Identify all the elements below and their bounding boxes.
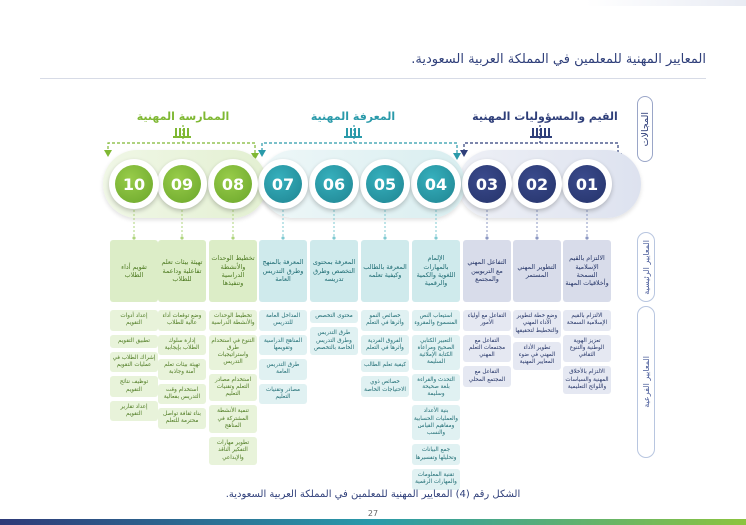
page-title: المعايير المهنية للمعلمين في المملكة العربية السعودية.: [411, 52, 706, 67]
main-standard-box: الالتزام بالقيم الإسلامية السمحة وأخلاقيات المهنة: [563, 240, 611, 302]
sub-standards-column: [110, 310, 158, 425]
standard-number: 10: [115, 165, 153, 203]
standard-number-circle: [208, 159, 258, 209]
main-standards-band-label: المعايير الرئيسية: [641, 239, 651, 295]
main-standard-box: المعرفة بمحتوى التخصص وطرق تدريسه: [310, 240, 358, 302]
sub-standard-box: التفاعل مع أولياء الأمور: [463, 310, 511, 331]
standard-number-circle: [309, 159, 359, 209]
sub-standards-column: [412, 310, 460, 494]
sub-standards-column: [310, 310, 358, 359]
sub-standard-box: كيفية تعلم الطالب: [361, 359, 409, 372]
sub-standards-column: [463, 310, 511, 391]
main-standard-box: تهيئة بيئات تعلم تفاعلية وداعمة للطلاب: [158, 240, 206, 302]
main-standard-box: التطوير المهني المستمر: [513, 240, 561, 302]
sub-standard-box: خصائص النمو وأثرها في التعلم: [361, 310, 409, 331]
sub-standards-column: [513, 310, 561, 374]
sub-standard-box: إعداد أدوات التقويم: [110, 310, 158, 331]
standard-number: 06: [315, 165, 353, 203]
main-standard-box: المعرفة بالمنهج وطرق التدريس العامة: [259, 240, 307, 302]
standard-number-circle: [462, 159, 512, 209]
standard-number-circle: [562, 159, 612, 209]
figure-caption: الشكل رقم (4) المعايير المهنية للمعلمين في المملكة العربية السعودية.: [225, 489, 521, 500]
footer-gradient-bar: [0, 519, 746, 525]
sub-standard-box: المناهج الدراسية وتقويمها: [259, 335, 307, 356]
sub-standards-column: [259, 310, 307, 408]
standard-number: 03: [468, 165, 506, 203]
sub-standard-box: إدارة سلوك الطلاب بإيجابية: [158, 335, 206, 356]
sub-standard-box: الالتزام بالأخلاق المهنية والسياسات واللوائح التعليمية: [563, 366, 611, 394]
sub-standard-box: استخدام مصادر التعلم وتقنيات التعليم: [209, 374, 257, 402]
sub-standard-box: المداخل العامة للتدريس: [259, 310, 307, 331]
main-standard-box: الإلمام بالمهارات اللغوية والكمية والرقمية: [412, 240, 460, 302]
main-standard-box: المعرفة بالطالب وكيفية تعلمه: [361, 240, 409, 302]
sub-standards-column: [361, 310, 409, 401]
sub-standard-box: الالتزام بالقيم الإسلامية السمحة: [563, 310, 611, 331]
standard-number: 07: [264, 165, 302, 203]
sub-standard-box: التفاعل مع مجتمعات التعلم المهني: [463, 335, 511, 363]
page-number: 27: [367, 509, 379, 518]
sub-standard-box: تطوير مهارات التفكير الناقد والإبداعي: [209, 437, 257, 465]
standard-number-circle: [109, 159, 159, 209]
sub-standard-box: مصادر وتقنيات التعليم: [259, 384, 307, 405]
sub-standard-box: تخطيط الوحدات والأنشطة الدراسية: [209, 310, 257, 331]
sub-standard-box: توظيف نتائج التقويم: [110, 376, 158, 397]
standard-number: 02: [518, 165, 556, 203]
standard-number: 04: [417, 165, 455, 203]
sub-standard-box: تهيئة بيئات تعلم آمنة وجاذبة: [158, 359, 206, 380]
standard-number: 01: [568, 165, 606, 203]
standard-number: 08: [214, 165, 252, 203]
sub-standard-box: تقنية المعلومات والمهارات الرقمية: [412, 469, 460, 490]
standard-number-circle: [411, 159, 461, 209]
sub-standard-box: تطوير الأداء المهني في ضوء المعايير المهنية: [513, 342, 561, 370]
domain-title-practice: الممارسة المهنية: [136, 110, 230, 123]
sub-standards-column: [209, 310, 257, 469]
sub-standard-box: تعزيز الهوية الوطنية والتنوع الثقافي: [563, 335, 611, 363]
sub-standard-box: التعبير الكتابي الصحيح ومراعاة الكتابة الإملائية السليمة: [412, 335, 460, 370]
domains-band-label: المجالات: [639, 111, 651, 147]
main-standard-box: التفاعل المهني مع التربويين والمجتمع: [463, 240, 511, 302]
main-standard-box: تقويم أداء الطلاب: [110, 240, 158, 302]
standard-number: 05: [366, 165, 404, 203]
sub-standard-box: التفاعل مع المجتمع المحلي: [463, 366, 511, 387]
sub-standard-box: طرق التدريس العامة: [259, 359, 307, 380]
sub-standard-box: إشراك الطلاب في عمليات التقويم: [110, 352, 158, 373]
sub-standard-box: خصائص ذوي الاحتياجات الخاصة: [361, 376, 409, 397]
sub-standards-column: [563, 310, 611, 398]
standard-number-circle: [512, 159, 562, 209]
sub-standard-box: تنمية الأنشطة المشتركة في المناهج: [209, 405, 257, 433]
sub-standard-box: وضع توقعات أداء عالية للطلاب: [158, 310, 206, 331]
standard-number-circle: [157, 159, 207, 209]
sub-standard-box: بنية الأعداد والعمليات الحسابية ومفاهيم القياس والنسب: [412, 405, 460, 440]
sub-standards-column: [158, 310, 206, 433]
sub-standard-box: التنوع في استخدام طرق واستراتيجيات التدريس: [209, 335, 257, 370]
main-standard-box: تخطيط الوحدات والأنشطة الدراسية وتنفيذها: [209, 240, 257, 302]
domain-title-values: القيم والمسؤوليات المهنية: [472, 110, 618, 123]
sub-standard-box: التحدث والقراءة بلغة صحيحة وسليمة: [412, 374, 460, 402]
sub-standard-box: إعداد تقارير التقويم: [110, 401, 158, 422]
domain-title-knowledge: المعرفة المهنية: [310, 110, 396, 123]
sub-standard-box: استخدام وقت التدريس بفعالية: [158, 384, 206, 405]
sub-standard-box: بناء ثقافة تواصل محترمة للتعلم: [158, 408, 206, 429]
sub-standard-box: محتوى التخصص: [310, 310, 358, 323]
sub-standard-box: تطبيق التقويم: [110, 335, 158, 348]
standard-number-circle: [258, 159, 308, 209]
standard-number-circle: [360, 159, 410, 209]
sub-standard-box: طرق التدريس وطرق التدريس الخاصة بالتخصص: [310, 327, 358, 355]
sub-standard-box: استيعاب النص المسموع والمقروء: [412, 310, 460, 331]
standard-number: 09: [163, 165, 201, 203]
sub-standard-box: وضع خطة لتطوير الأداء المهني والتخطيط لتحقيقها: [513, 310, 561, 338]
sub-standards-band-label: المعايير الفرعية: [641, 356, 651, 408]
sub-standard-box: الفروق الفردية وأثرها في التعلم: [361, 335, 409, 356]
sub-standard-box: جمع البيانات وتحليلها وتفسيرها: [412, 444, 460, 465]
